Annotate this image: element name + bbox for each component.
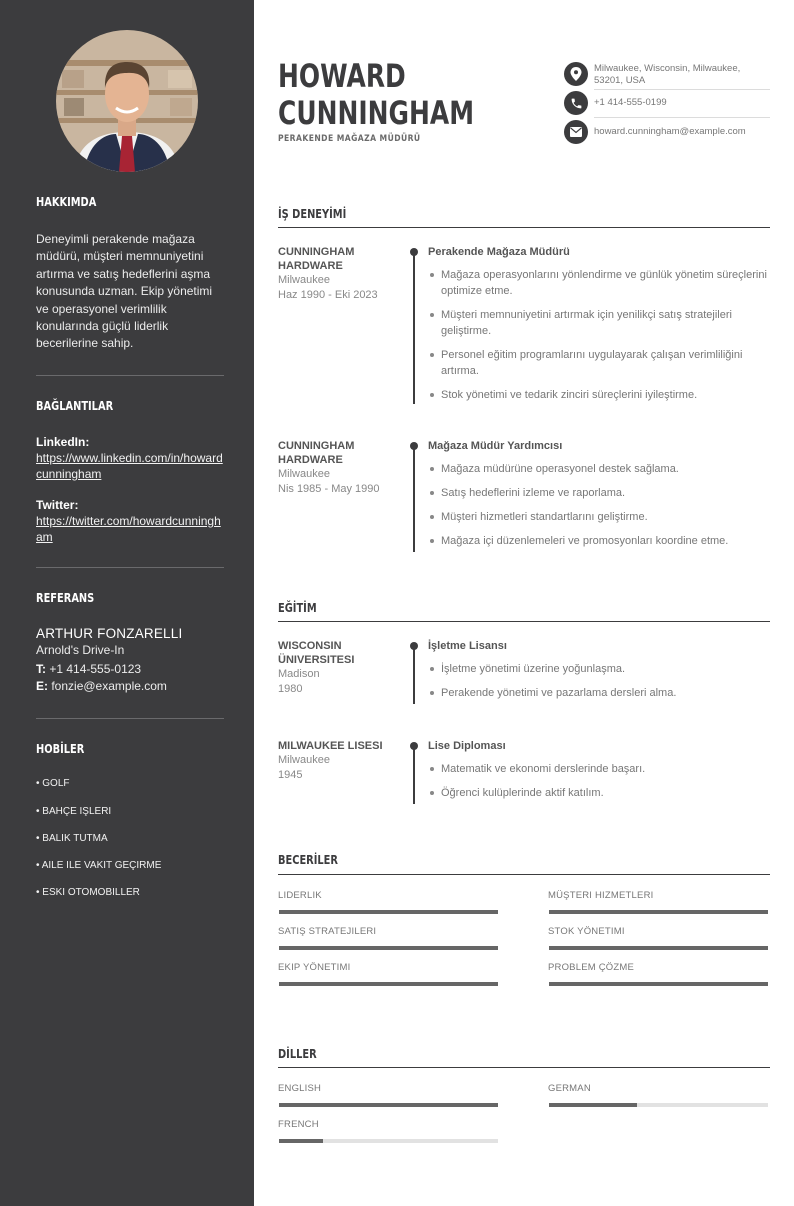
list-item: Stok yönetimi ve tedarik zinciri süreçlerini iyileştirme. xyxy=(428,387,770,403)
education-dates: 1945 xyxy=(278,768,303,781)
hobby-item: • AILE ILE VAKIT GEÇIRME xyxy=(36,860,162,871)
skill-item xyxy=(548,926,768,937)
education-entry-meta xyxy=(278,739,398,782)
skill-bar xyxy=(549,910,768,914)
education-entry-details xyxy=(428,739,770,801)
skill-label: SATIŞ STRATEJILERI xyxy=(278,926,377,937)
education-org: WISCONSIN ÜNIVERSITESI xyxy=(278,640,355,666)
reference-phone-label: T: xyxy=(36,662,46,676)
linkedin-link[interactable]: https://www.linkedin.com/in/howardcunningham xyxy=(36,451,223,481)
experience-entry-details xyxy=(428,245,770,403)
list-item: Satış hedeflerini izleme ve raporlama. xyxy=(428,485,770,501)
hobby-item: • BAHÇE IŞLERI xyxy=(36,806,112,817)
timeline-line xyxy=(413,744,415,804)
list-item: Müşteri hizmetleri standartlarını geliştirme. xyxy=(428,509,770,525)
skill-label: PROBLEM ÇÖZME xyxy=(548,962,634,973)
reference-phone xyxy=(36,661,224,678)
skill-bar xyxy=(279,982,498,986)
links-section xyxy=(36,399,224,413)
skill-bar xyxy=(279,910,498,914)
list-item: Mağaza operasyonlarını yönlendirme ve günlük yönetim süreçlerini optimize etme. xyxy=(428,267,770,299)
experience-entry-meta xyxy=(278,245,398,302)
section-rule xyxy=(278,1067,770,1068)
language-label: GERMAN xyxy=(548,1083,591,1094)
reference-email-value: fonzie@example.com xyxy=(51,679,167,693)
language-item xyxy=(278,1083,498,1094)
hobbies-title: HOBİLER xyxy=(36,742,85,756)
experience-bullets xyxy=(428,267,770,403)
divider xyxy=(36,718,224,719)
divider xyxy=(36,567,224,568)
contact-email[interactable]: howard.cunningham@example.com xyxy=(594,126,746,137)
education-location: Madison xyxy=(278,668,320,680)
twitter-link[interactable]: https://twitter.com/howardcunningham xyxy=(36,514,221,544)
timeline-dot xyxy=(410,642,418,650)
skill-item xyxy=(278,890,498,901)
name-line-last: CUNNINGHAM xyxy=(278,94,475,132)
skill-item xyxy=(278,926,498,937)
job-role: PERAKENDE MAĞAZA MÜDÜRÜ xyxy=(278,134,421,144)
reference-email-label: E: xyxy=(36,679,48,693)
skill-label: MÜŞTERI HIZMETLERI xyxy=(548,890,654,901)
language-bar xyxy=(549,1103,768,1107)
hobby-item: • GOLF xyxy=(36,778,70,789)
hobbies-list xyxy=(36,778,224,908)
skill-label: STOK YÖNETIMI xyxy=(548,926,625,937)
list-item: Personel eğitim programlarını uygulayarak çalışan verimliliğini artırma. xyxy=(428,347,770,379)
email-icon xyxy=(564,120,588,144)
language-item xyxy=(278,1119,498,1130)
divider xyxy=(594,117,770,118)
profile-photo xyxy=(56,30,198,172)
contact-phone[interactable]: +1 414-555-0199 xyxy=(594,97,667,108)
skill-item xyxy=(548,962,768,973)
section-rule xyxy=(278,227,770,228)
skills-title: BECERİLER xyxy=(278,853,338,867)
linkedin-label: LinkedIn: xyxy=(36,435,90,449)
skill-label: LIDERLIK xyxy=(278,890,322,901)
divider xyxy=(36,375,224,376)
section-rule xyxy=(278,621,770,622)
candidate-name xyxy=(278,58,474,132)
timeline-line xyxy=(413,645,415,704)
hobby-item: • BALIK TUTMA xyxy=(36,833,108,844)
experience-org: CUNNINGHAM HARDWARE xyxy=(278,246,355,272)
about-title: HAKKIMDA xyxy=(36,195,97,209)
experience-title: İŞ DENEYİMİ xyxy=(278,207,347,221)
linkedin-link-block xyxy=(36,435,224,482)
reference-details xyxy=(36,626,224,695)
list-item: Öğrenci kulüplerinde aktif katılım. xyxy=(428,785,770,801)
twitter-label: Twitter: xyxy=(36,498,79,512)
experience-dates: Nis 1985 - May 1990 xyxy=(278,482,380,495)
contact-block xyxy=(564,62,770,152)
skill-item xyxy=(548,890,768,901)
phone-icon xyxy=(564,91,588,115)
language-bar-fill xyxy=(549,1103,637,1107)
education-degree: İşletme Lisansı xyxy=(428,640,507,652)
education-title: EĞİTİM xyxy=(278,601,317,615)
experience-position: Mağaza Müdür Yardımcısı xyxy=(428,440,563,452)
skill-item xyxy=(278,962,498,973)
education-entry-details xyxy=(428,639,770,701)
language-bar xyxy=(279,1103,498,1107)
twitter-link-block xyxy=(36,498,224,545)
experience-org: CUNNINGHAM HARDWARE xyxy=(278,440,355,466)
skill-bar xyxy=(549,982,768,986)
section-rule xyxy=(278,874,770,875)
reference-section xyxy=(36,591,224,605)
language-bar-fill xyxy=(279,1103,498,1107)
contact-address: Milwaukee, Wisconsin, Milwaukee, 53201, USA xyxy=(594,63,741,86)
list-item: Mağaza içi düzenlemeleri ve promosyonları koordine etme. xyxy=(428,533,770,549)
skill-bar xyxy=(549,946,768,950)
experience-location: Milwaukee xyxy=(278,274,330,286)
languages-title: DİLLER xyxy=(278,1047,317,1061)
reference-phone-value: +1 414-555-0123 xyxy=(49,662,142,676)
reference-title: REFERANS xyxy=(36,591,95,605)
links-title: BAĞLANTILAR xyxy=(36,399,114,413)
education-location: Milwaukee xyxy=(278,754,330,766)
timeline-line xyxy=(413,251,415,404)
experience-entry-details xyxy=(428,439,770,549)
timeline-line xyxy=(413,444,415,552)
skill-bar xyxy=(279,946,498,950)
hobbies-section xyxy=(36,742,224,756)
timeline-dot xyxy=(410,248,418,256)
list-item: Mağaza müdürüne operasyonel destek sağlama. xyxy=(428,461,770,477)
education-bullets xyxy=(428,661,770,701)
skill-bar-fill xyxy=(279,946,498,950)
location-pin-icon xyxy=(564,62,588,86)
name-line-first: HOWARD xyxy=(278,57,406,95)
language-item xyxy=(548,1083,768,1094)
skill-bar-fill xyxy=(279,910,498,914)
language-bar xyxy=(279,1139,498,1143)
experience-position: Perakende Mağaza Müdürü xyxy=(428,246,570,258)
skill-bar-fill xyxy=(549,910,768,914)
list-item: Matematik ve ekonomi derslerinde başarı. xyxy=(428,761,770,777)
sidebar xyxy=(0,0,254,1206)
experience-entry-meta xyxy=(278,439,398,496)
education-dates: 1980 xyxy=(278,682,303,695)
skill-bar-fill xyxy=(549,946,768,950)
education-org: MILWAUKEE LISESI xyxy=(278,740,383,752)
education-degree: Lise Diploması xyxy=(428,740,506,752)
skill-bar-fill xyxy=(279,982,498,986)
language-label: ENGLISH xyxy=(278,1083,322,1094)
timeline-dot xyxy=(410,742,418,750)
reference-email xyxy=(36,678,224,695)
education-entry-meta xyxy=(278,639,398,696)
experience-dates: Haz 1990 - Eki 2023 xyxy=(278,288,378,301)
list-item: Müşteri memnuniyetini artırmak için yenilikçi satış stratejileri geliştirme. xyxy=(428,307,770,339)
about-body xyxy=(36,231,224,353)
language-bar-fill xyxy=(279,1139,323,1143)
experience-location: Milwaukee xyxy=(278,468,330,480)
divider xyxy=(594,89,770,90)
about-text: Deneyimli perakende mağaza müdürü, müşteri memnuniyetini artırma ve satış hedeflerini aşma konusunda uzman. Ekip yönetimi ve operasyonel verimlilik konularında güçlü liderlik becerilerine sahip. xyxy=(36,232,213,351)
language-label: FRENCH xyxy=(278,1119,319,1130)
education-bullets xyxy=(428,761,770,801)
timeline-dot xyxy=(410,442,418,450)
reference-name: ARTHUR FONZARELLI xyxy=(36,626,183,641)
about-section xyxy=(36,195,224,209)
reference-company: Arnold's Drive-In xyxy=(36,643,125,657)
skill-label: EKIP YÖNETIMI xyxy=(278,962,351,973)
skill-bar-fill xyxy=(549,982,768,986)
experience-bullets xyxy=(428,461,770,549)
list-item: İşletme yönetimi üzerine yoğunlaşma. xyxy=(428,661,770,677)
list-item: Perakende yönetimi ve pazarlama dersleri alma. xyxy=(428,685,770,701)
hobby-item: • ESKI OTOMOBILLER xyxy=(36,887,140,898)
